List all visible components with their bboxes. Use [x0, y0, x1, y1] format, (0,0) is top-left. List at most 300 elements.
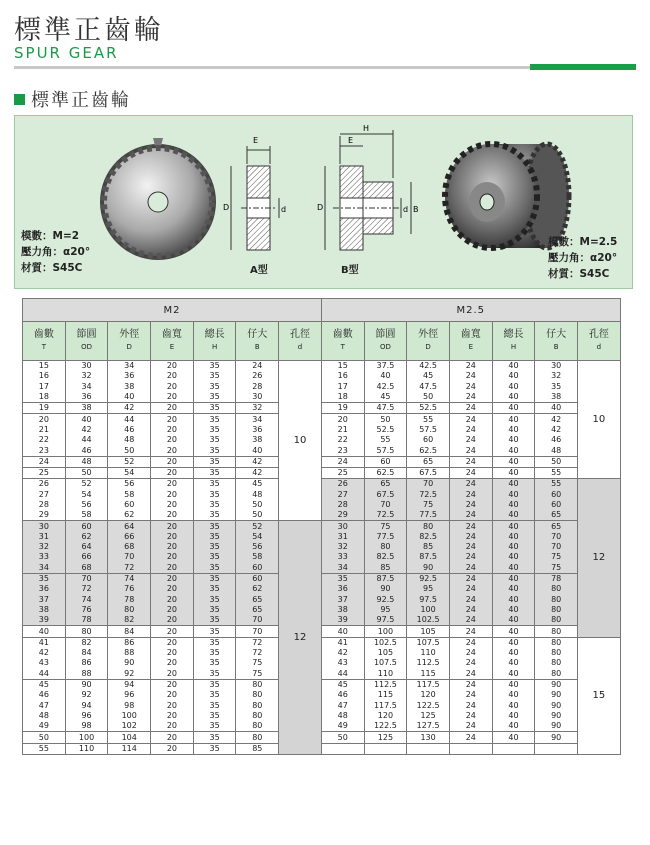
table-cell: 42	[236, 456, 279, 467]
table-cell: 16	[321, 371, 364, 381]
dim-e-label-a: E	[253, 136, 259, 145]
table-cell: 40	[492, 595, 535, 605]
table-cell: 82	[65, 637, 108, 648]
type-b-label: B型	[341, 265, 359, 276]
left-module: 模數：M=2	[21, 230, 80, 242]
table-cell: 26	[23, 479, 66, 490]
table-cell: 84	[65, 648, 108, 658]
table-cell: 46	[535, 435, 578, 445]
table-cell: 36	[23, 584, 66, 594]
table-cell: 17	[23, 382, 66, 392]
table-cell: 35	[193, 626, 236, 637]
table-cell: 42	[65, 425, 108, 435]
table-cell: 20	[151, 615, 194, 626]
table-cell: 102	[108, 721, 151, 732]
table-cell: 20	[151, 552, 194, 562]
table-cell: 74	[65, 595, 108, 605]
table-cell: 35	[193, 721, 236, 732]
table-cell: 35	[321, 573, 364, 584]
table-row	[23, 615, 621, 626]
table-cell: 68	[65, 563, 108, 574]
table-cell: 75	[407, 500, 450, 510]
table-row	[23, 679, 621, 690]
section-title: 標準正齒輪	[31, 90, 131, 111]
header-rule	[14, 66, 536, 69]
bullet-square-icon	[14, 94, 25, 105]
table-cell: 72.5	[407, 490, 450, 500]
table-cell: 40	[321, 626, 364, 637]
table-cell: 17	[321, 382, 364, 392]
table-cell: 40	[492, 500, 535, 510]
table-cell: 102.5	[407, 615, 450, 626]
table-cell: 24	[449, 648, 492, 658]
table-cell: 100	[407, 605, 450, 615]
dim-h-label: H	[363, 124, 370, 133]
table-cell: 20	[151, 521, 194, 532]
table-cell: 20	[151, 467, 194, 478]
table-cell: 35	[193, 479, 236, 490]
table-cell: 38	[321, 605, 364, 615]
table-cell: 30	[535, 361, 578, 372]
table-cell: 35	[193, 648, 236, 658]
table-row	[23, 414, 621, 425]
table-cell: 97.5	[364, 615, 407, 626]
table-cell: 35	[193, 669, 236, 680]
table-cell: 82	[108, 615, 151, 626]
table-cell: 20	[23, 414, 66, 425]
table-cell: 24	[449, 542, 492, 552]
table-cell: 80	[236, 711, 279, 721]
table-cell: 92	[108, 669, 151, 680]
table-cell: 35	[193, 445, 236, 456]
table-row	[23, 542, 621, 552]
table-cell: 16	[23, 371, 66, 381]
table-cell: 38	[108, 382, 151, 392]
table-cell: 50	[236, 510, 279, 521]
table-cell: 47	[23, 701, 66, 711]
type-a-drawing	[231, 146, 279, 250]
table-cell: 52	[236, 521, 279, 532]
table-cell: 24	[449, 414, 492, 425]
table-cell: 62	[65, 532, 108, 542]
group-header-m25: M2.5	[321, 299, 620, 322]
table-cell: 40	[492, 403, 535, 414]
table-cell: 97.5	[407, 595, 450, 605]
table-cell: 57.5	[364, 445, 407, 456]
table-row	[23, 743, 621, 754]
table-row	[23, 721, 621, 732]
table-cell: 125	[407, 711, 450, 721]
table-cell: 22	[23, 435, 66, 445]
gear-photo-right	[445, 144, 569, 248]
table-cell: 56	[65, 500, 108, 510]
table-cell: 62.5	[364, 467, 407, 478]
table-cell: 64	[65, 542, 108, 552]
table-cell: 24	[449, 584, 492, 594]
table-cell: 122.5	[407, 701, 450, 711]
table-cell: 40	[492, 648, 535, 658]
table-cell: 120	[364, 711, 407, 721]
table-cell: 24	[449, 679, 492, 690]
table-cell: 39	[23, 615, 66, 626]
table-cell: 49	[23, 721, 66, 732]
table-cell: 48	[535, 445, 578, 456]
table-cell: 24	[449, 479, 492, 490]
table-cell: 40	[492, 392, 535, 403]
table-cell: 100	[364, 626, 407, 637]
table-cell	[535, 743, 578, 754]
table-cell: 70	[535, 542, 578, 552]
table-cell: 40	[492, 721, 535, 732]
page-title: 標準正齒輪	[14, 15, 164, 46]
table-cell: 72	[236, 648, 279, 658]
table-cell: 66	[65, 552, 108, 562]
table-cell: 35	[193, 532, 236, 542]
table-cell: 95	[407, 584, 450, 594]
table-cell: 27	[321, 490, 364, 500]
table-cell: 31	[321, 532, 364, 542]
table-cell: 24	[449, 637, 492, 648]
table-cell: 38	[535, 392, 578, 403]
table-cell: 20	[151, 669, 194, 680]
table-cell: 23	[321, 445, 364, 456]
right-material: 材質：S45C	[548, 268, 610, 280]
table-cell: 78	[108, 595, 151, 605]
table-cell: 40	[492, 669, 535, 680]
table-cell: 36	[236, 425, 279, 435]
table-cell: 85	[407, 542, 450, 552]
table-cell: 20	[151, 563, 194, 574]
table-cell: 20	[151, 679, 194, 690]
table-cell: 48	[321, 711, 364, 721]
table-cell: 92.5	[407, 573, 450, 584]
table-cell: 80	[535, 605, 578, 615]
table-cell: 18	[23, 392, 66, 403]
table-cell: 36	[108, 371, 151, 381]
table-cell: 49	[321, 721, 364, 732]
table-cell: 24	[449, 605, 492, 615]
table-cell: 90	[535, 701, 578, 711]
table-cell: 48	[236, 490, 279, 500]
table-cell: 34	[65, 382, 108, 392]
table-cell: 55	[535, 479, 578, 490]
table-cell: 32	[65, 371, 108, 381]
table-cell: 80	[407, 521, 450, 532]
table-cell: 35	[193, 371, 236, 381]
table-cell: 56	[236, 542, 279, 552]
table-cell: 72	[65, 584, 108, 594]
table-cell: 54	[108, 467, 151, 478]
table-cell: 50	[364, 414, 407, 425]
table-row	[23, 403, 621, 414]
table-cell: 35	[535, 382, 578, 392]
table-cell: 20	[151, 573, 194, 584]
table-cell: 66	[108, 532, 151, 542]
table-cell: 40	[364, 371, 407, 381]
table-cell: 24	[449, 521, 492, 532]
table-cell: 50	[23, 732, 66, 743]
table-cell: 45	[23, 679, 66, 690]
table-cell: 80	[236, 732, 279, 743]
table-cell: 78	[65, 615, 108, 626]
table-cell: 40	[492, 563, 535, 574]
table-cell: 35	[193, 584, 236, 594]
table-cell: 20	[151, 721, 194, 732]
table-cell: 90	[535, 679, 578, 690]
table-cell: 24	[449, 403, 492, 414]
table-cell: 115	[364, 690, 407, 700]
table-cell: 88	[65, 669, 108, 680]
bore-cell: 12	[279, 521, 322, 755]
table-cell: 68	[108, 542, 151, 552]
table-cell: 35	[193, 435, 236, 445]
spec-table	[22, 298, 621, 755]
table-cell: 120	[407, 690, 450, 700]
table-cell: 26	[236, 371, 279, 381]
table-cell: 115	[407, 669, 450, 680]
table-cell: 90	[364, 584, 407, 594]
table-cell: 40	[492, 456, 535, 467]
table-cell: 75	[535, 552, 578, 562]
table-cell: 44	[65, 435, 108, 445]
column-header: 齒數 T	[321, 322, 364, 361]
table-cell: 50	[236, 500, 279, 510]
table-cell: 44	[108, 414, 151, 425]
table-cell: 46	[321, 690, 364, 700]
table-cell: 60	[407, 435, 450, 445]
table-cell: 40	[492, 573, 535, 584]
table-cell: 24	[449, 573, 492, 584]
table-cell: 45	[236, 479, 279, 490]
table-cell: 40	[492, 605, 535, 615]
table-cell: 30	[65, 361, 108, 372]
table-cell: 40	[492, 542, 535, 552]
table-cell: 20	[151, 445, 194, 456]
table-row	[23, 467, 621, 478]
table-cell: 52	[108, 456, 151, 467]
table-cell: 65	[364, 479, 407, 490]
table-cell: 84	[108, 626, 151, 637]
table-cell: 47.5	[407, 382, 450, 392]
table-cell: 35	[193, 392, 236, 403]
table-cell: 35	[193, 425, 236, 435]
table-cell: 32	[23, 542, 66, 552]
table-cell: 110	[65, 743, 108, 754]
column-header: 總長 H	[193, 322, 236, 361]
table-cell: 40	[23, 626, 66, 637]
table-cell: 24	[23, 456, 66, 467]
bore-cell: 15	[578, 637, 621, 754]
column-header: 總長 H	[492, 322, 535, 361]
table-cell: 94	[65, 701, 108, 711]
product-figure	[14, 115, 633, 289]
table-cell: 77.5	[407, 510, 450, 521]
table-cell: 82.5	[364, 552, 407, 562]
table-cell: 30	[23, 521, 66, 532]
table-cell: 24	[449, 382, 492, 392]
table-cell: 48	[23, 711, 66, 721]
table-cell: 48	[65, 456, 108, 467]
table-cell: 28	[23, 500, 66, 510]
table-cell: 40	[492, 690, 535, 700]
table-cell: 44	[321, 669, 364, 680]
table-cell: 27	[23, 490, 66, 500]
table-cell: 62	[108, 510, 151, 521]
table-cell: 40	[492, 445, 535, 456]
table-cell: 100	[108, 711, 151, 721]
table-cell: 44	[23, 669, 66, 680]
table-cell: 40	[492, 626, 535, 637]
table-row	[23, 637, 621, 648]
table-cell: 54	[236, 532, 279, 542]
table-cell: 20	[151, 584, 194, 594]
table-cell: 45	[364, 392, 407, 403]
table-cell: 105	[407, 626, 450, 637]
table-cell: 85	[236, 743, 279, 754]
table-cell: 42.5	[364, 382, 407, 392]
table-cell: 40	[492, 361, 535, 372]
table-cell: 24	[449, 732, 492, 743]
table-row	[23, 445, 621, 456]
table-cell: 80	[535, 626, 578, 637]
table-cell: 40	[492, 532, 535, 542]
bore-cell: 10	[279, 361, 322, 521]
column-header: 齒寬 E	[449, 322, 492, 361]
table-cell: 35	[193, 615, 236, 626]
table-cell: 72	[236, 637, 279, 648]
table-cell: 26	[321, 479, 364, 490]
table-cell: 35	[193, 658, 236, 668]
table-cell: 24	[449, 658, 492, 668]
table-cell: 40	[492, 637, 535, 648]
table-cell: 35	[193, 521, 236, 532]
table-cell: 40	[492, 521, 535, 532]
right-pressure-angle: 壓力角：α20°	[548, 252, 618, 264]
table-cell: 80	[535, 615, 578, 626]
table-cell: 35	[193, 456, 236, 467]
table-cell: 46	[65, 445, 108, 456]
column-header: 仔大 B	[236, 322, 279, 361]
table-row	[23, 595, 621, 605]
table-cell: 40	[492, 382, 535, 392]
table-row	[23, 732, 621, 743]
table-cell: 62	[236, 584, 279, 594]
table-cell: 43	[23, 658, 66, 668]
column-header: 齒寬 E	[151, 322, 194, 361]
table-cell: 20	[151, 701, 194, 711]
table-cell: 90	[65, 679, 108, 690]
column-header: 外徑 D	[108, 322, 151, 361]
table-cell: 20	[321, 414, 364, 425]
table-cell: 92.5	[364, 595, 407, 605]
table-cell: 35	[193, 542, 236, 552]
table-cell: 20	[151, 510, 194, 521]
table-cell: 24	[449, 361, 492, 372]
table-row	[23, 392, 621, 403]
table-cell: 90	[535, 711, 578, 721]
table-cell: 46	[23, 690, 66, 700]
table-cell: 24	[449, 563, 492, 574]
table-cell: 56	[108, 479, 151, 490]
table-cell: 107.5	[407, 637, 450, 648]
table-cell: 42.5	[407, 361, 450, 372]
table-cell: 40	[492, 414, 535, 425]
table-cell: 20	[151, 435, 194, 445]
table-cell: 41	[23, 637, 66, 648]
table-cell: 40	[108, 392, 151, 403]
column-header: 外徑 D	[407, 322, 450, 361]
table-cell: 19	[23, 403, 66, 414]
table-cell: 20	[151, 648, 194, 658]
table-cell: 50	[407, 392, 450, 403]
table-cell: 32	[236, 403, 279, 414]
table-cell: 38	[236, 435, 279, 445]
column-header: 節圓 OD	[364, 322, 407, 361]
table-cell: 24	[449, 467, 492, 478]
table-cell: 40	[492, 658, 535, 668]
table-row	[23, 371, 621, 381]
table-cell: 65	[236, 595, 279, 605]
table-cell: 20	[151, 425, 194, 435]
table-cell: 117.5	[407, 679, 450, 690]
table-row	[23, 690, 621, 700]
table-cell: 50	[108, 445, 151, 456]
table-cell: 48	[108, 435, 151, 445]
table-cell: 24	[449, 392, 492, 403]
table-row	[23, 361, 621, 372]
table-cell: 117.5	[364, 701, 407, 711]
table-cell: 40	[492, 701, 535, 711]
table-cell: 34	[236, 414, 279, 425]
table-cell: 50	[321, 732, 364, 743]
type-b-drawing	[325, 130, 411, 250]
table-cell: 38	[65, 403, 108, 414]
table-cell: 23	[23, 445, 66, 456]
table-row	[23, 605, 621, 615]
table-cell: 24	[449, 669, 492, 680]
section-heading	[14, 86, 131, 112]
table-cell: 29	[23, 510, 66, 521]
table-cell: 40	[492, 679, 535, 690]
table-cell: 21	[321, 425, 364, 435]
table-cell: 40	[492, 467, 535, 478]
table-cell: 35	[193, 414, 236, 425]
table-cell: 75	[236, 658, 279, 668]
table-row	[23, 584, 621, 594]
right-spec-block	[548, 234, 617, 282]
table-cell: 47.5	[364, 403, 407, 414]
table-cell: 80	[535, 595, 578, 605]
table-row	[23, 456, 621, 467]
table-cell: 35	[193, 637, 236, 648]
table-cell: 70	[65, 573, 108, 584]
table-cell: 47	[321, 701, 364, 711]
table-row	[23, 669, 621, 680]
table-cell: 55	[407, 414, 450, 425]
table-cell: 80	[535, 658, 578, 668]
table-cell: 75	[236, 669, 279, 680]
table-cell: 94	[108, 679, 151, 690]
table-cell: 24	[449, 690, 492, 700]
table-cell: 40	[492, 510, 535, 521]
table-cell: 45	[321, 679, 364, 690]
table-cell: 67.5	[364, 490, 407, 500]
page-subtitle: SPUR GEAR	[14, 44, 119, 62]
table-cell: 60	[236, 563, 279, 574]
dim-d-label-b: D	[317, 203, 324, 212]
table-cell: 50	[535, 456, 578, 467]
table-cell: 24	[449, 435, 492, 445]
